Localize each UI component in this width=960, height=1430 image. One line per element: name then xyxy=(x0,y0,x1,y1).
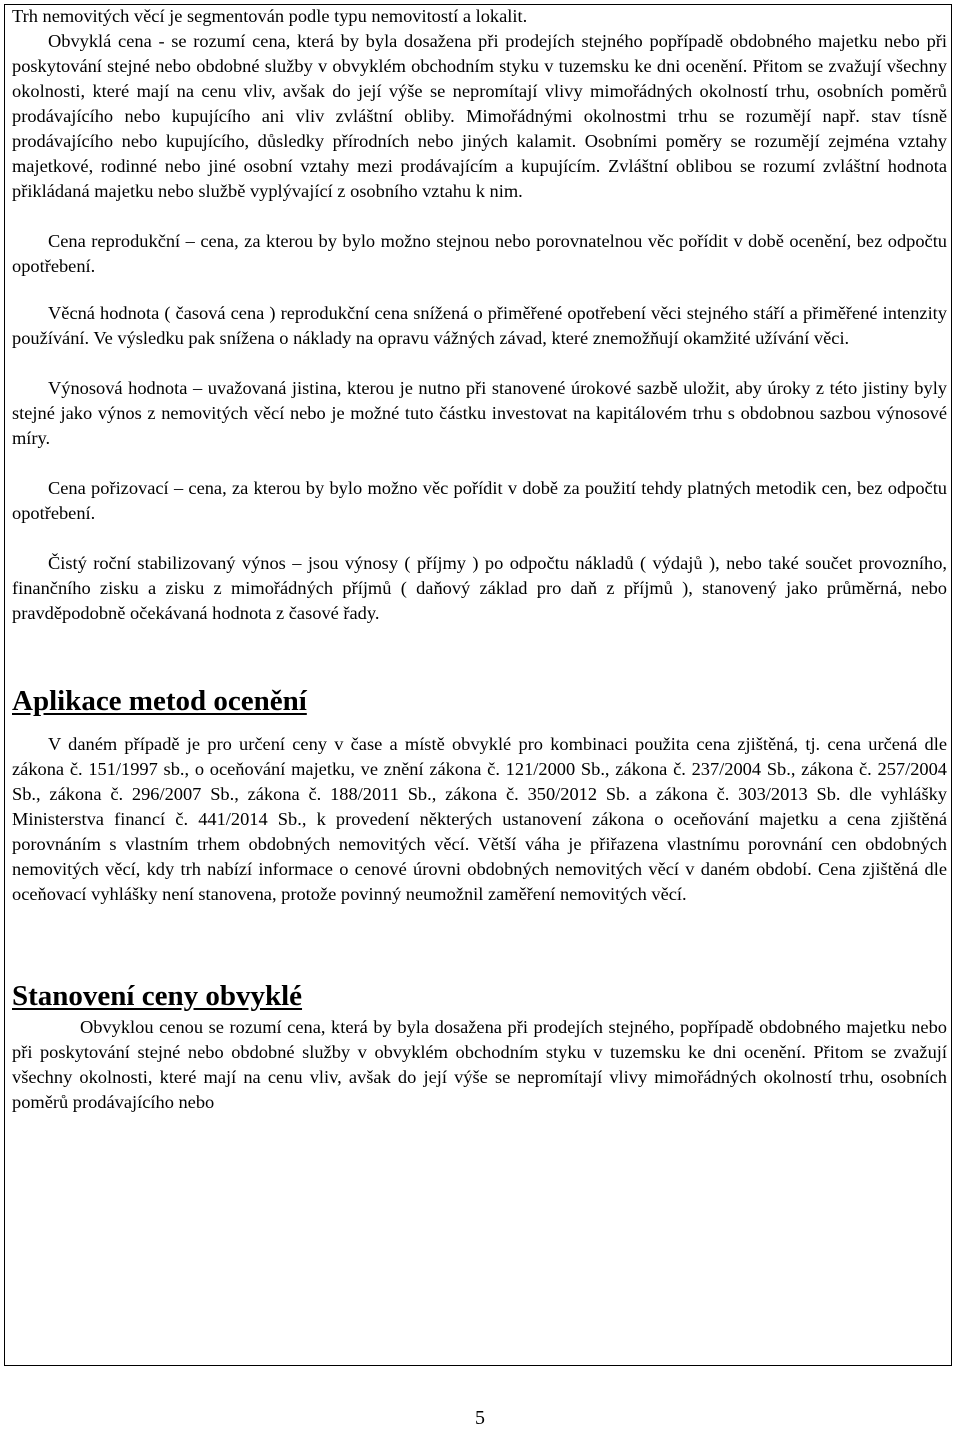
cena-porizovaci-paragraph: Cena pořizovací – cena, za kterou by bylo možno věc pořídit v době za použití tehdy platných metodik cen, bez odpočtu opotřebení. xyxy=(12,478,947,523)
intro-paragraph: Trh nemovitých věcí je segmentován podle typu nemovitostí a lokalit. xyxy=(12,6,528,26)
aplikace-paragraph: V daném případě je pro určení ceny v čase a místě obvyklé pro kombinaci použita cena zjištěná, tj. cena určená dle zákona č. 151/1997 sb., o oceňování majetku, ve znění zákona č. 121/2000 Sb., zákona č. 237/2004 Sb., zákona č. 257/2004 Sb., zákona č. 296/2007 Sb., zákona č. 188/2011 Sb., zákona č. 350/2012 Sb. a zákona č. 303/2013 Sb. dle vyhlášky Ministerstva financí č. 441/2014 Sb., k provedení některých ustanovení zákona o oceňování majetku a cena zjištěná porovnáním s vlastním trhem obdobných nemovitých věcí. Větší váha je přiřazena vlastnímu porovnání cen obdobných nemovitých věcí, kdy trh nabízí informace o cenové úrovni obdobných nemovitých věcí v daném období. Cena zjištěná dle oceňovací vyhlášky není stanovena, protože povinný neumožnil zaměření nemovitých věcí. xyxy=(12,734,947,904)
stanoveni-paragraph: Obvyklou cenou se rozumí cena, která by byla dosažena při prodejích stejného, popřípadě obdobného majetku nebo při poskytování stejné nebo obdobné služby v obvyklém obchodním styku v tuzemsku ke dni ocenění. Přitom se zvažují všechny okolnosti, které mají na cenu vliv, avšak do její výše se nepromítají vlivy mimořádných okolností trhu, osobních poměrů prodávajícího nebo xyxy=(12,1017,947,1112)
document-body xyxy=(12,4,947,1115)
section-heading-aplikace: Aplikace metod ocenění xyxy=(12,685,307,717)
vynosova-hodnota-paragraph: Výnosová hodnota – uvažovaná jistina, kterou je nutno při stanovené úrokové sazbě uložit, aby úroky z této jistiny byly stejné jako výnos z nemovitých věcí nebo je možné tuto částku investovat na kapitálovém trhu s obdobnou sazbou výnosové míry. xyxy=(12,378,947,448)
obvykla-cena-paragraph: Obvyklá cena - se rozumí cena, která by byla dosažena při prodejích stejného popřípadě obdobného majetku nebo při poskytování stejné nebo obdobné služby v obvyklém obchodním styku v tuzemsku ke dni ocenění. Přitom se zvažují všechny okolnosti, které mají na cenu vliv, avšak do její výše se nepromítají vlivy mimořádných okolností trhu, osobních poměrů prodávajícího nebo kupujícího ani vliv zvláštní obliby. Mimořádnými okolnostmi trhu se rozumějí např. stav tísně prodávajícího nebo kupujícího, důsledky přírodních nebo jiných kalamit. Osobními poměry se rozumějí zejména vztahy majetkové, rodinné nebo jiné osobní vztahy mezi prodávajícím a kupujícím. Zvláštní oblibou se rozumí zvláštní hodnota přikládaná majetku nebo službě vyplývající z osobního vztahu k nim. xyxy=(12,31,947,201)
cisty-vynos-paragraph: Čistý roční stabilizovaný výnos – jsou výnosy ( příjmy ) po odpočtu nákladů ( výdajů ), nebo také součet provozního, finančního zisku a zisku z mimořádných příjmů ( daňový základ pro daň z příjmů ), stanovený jako průměrná, nebo pravděpodobně očekávaná hodnota z časové řady. xyxy=(12,553,947,623)
cena-reprodukcni-paragraph: Cena reprodukční – cena, za kterou by bylo možno stejnou nebo porovnatelnou věc pořídit v době ocenění, bez odpočtu opotřebení. xyxy=(12,231,947,276)
section-heading-stanoveni: Stanovení ceny obvyklé xyxy=(12,980,303,1012)
vecna-hodnota-paragraph: Věcná hodnota ( časová cena ) reprodukční cena snížená o přiměřené opotřebení věci stejného stáří a přiměřené intenzity používání. Ve výsledku pak snížena o náklady na opravu vážných závad, které znemožňují okamžité užívání věci. xyxy=(12,303,947,348)
page-number: 5 xyxy=(475,1407,485,1429)
